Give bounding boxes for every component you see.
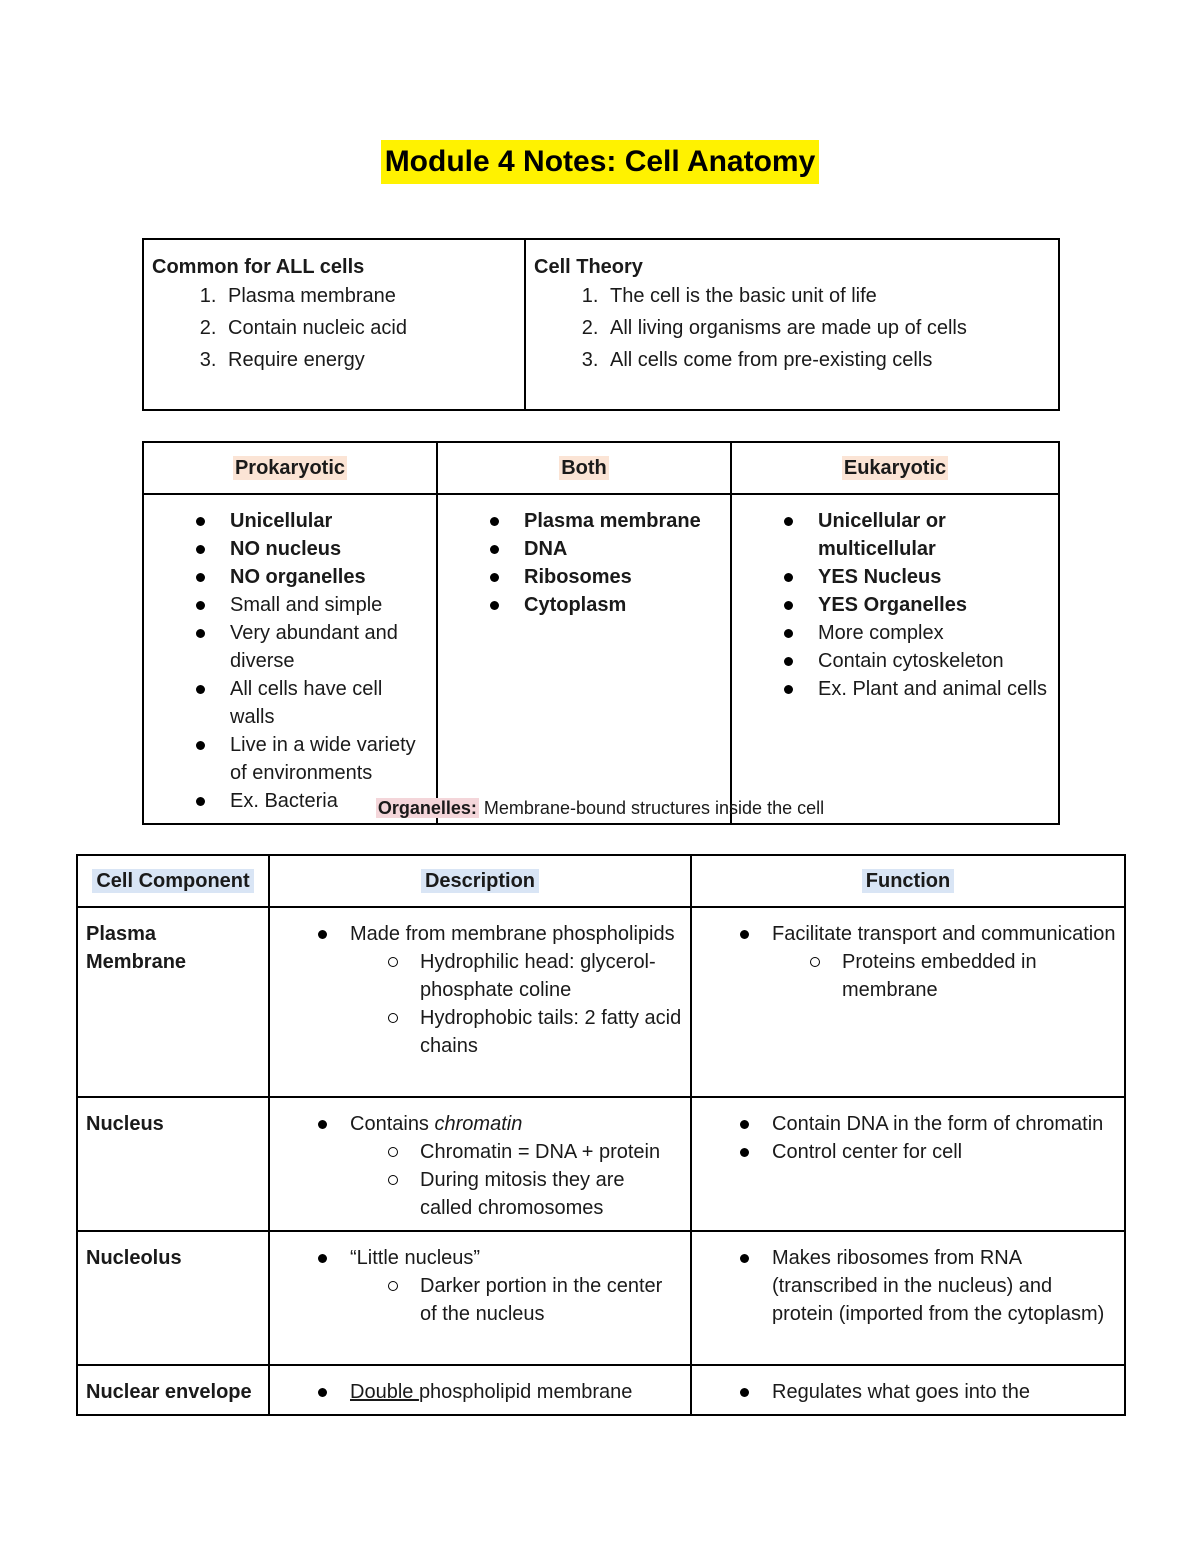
organelles-text: Membrane-bound structures inside the cell bbox=[478, 798, 825, 818]
sub-list-item: Hydrophobic tails: 2 fatty acid chains bbox=[420, 1004, 682, 1060]
list-item: All cells have cell walls bbox=[230, 675, 428, 731]
list-item: “Little nucleus” Darker portion in the center of the nucleus bbox=[350, 1244, 682, 1328]
list-item: Regulates what goes into the bbox=[772, 1378, 1116, 1406]
list-item: YES Nucleus bbox=[818, 563, 1050, 591]
header-both: Both bbox=[437, 442, 731, 494]
title-wrap bbox=[0, 140, 1200, 184]
component-name: Plasma Membrane bbox=[77, 907, 269, 1097]
eukaryotic-list bbox=[740, 507, 1050, 703]
table-row bbox=[77, 907, 1125, 1097]
header-function: Function bbox=[691, 855, 1125, 907]
list-item: Very abundant and diverse bbox=[230, 619, 428, 675]
list-item: Unicellular or multicellular bbox=[818, 507, 1050, 563]
organelles-definition bbox=[0, 796, 1200, 820]
list-item: Contain cytoskeleton bbox=[818, 647, 1050, 675]
function-cell bbox=[691, 1097, 1125, 1231]
component-name: Nucleolus bbox=[77, 1231, 269, 1365]
sub-list-item: Chromatin = DNA + protein bbox=[420, 1138, 682, 1166]
list-item: More complex bbox=[818, 619, 1050, 647]
common-heading: Common for ALL cells bbox=[152, 256, 365, 278]
common-list bbox=[152, 280, 516, 376]
list-item: NO organelles bbox=[230, 563, 428, 591]
header-component: Cell Component bbox=[77, 855, 269, 907]
description-cell bbox=[269, 1231, 691, 1365]
theory-heading: Cell Theory bbox=[534, 256, 643, 278]
component-name: Nucleus bbox=[77, 1097, 269, 1231]
list-item: 1. Plasma membrane bbox=[222, 280, 516, 312]
common-cell bbox=[143, 239, 525, 410]
list-item: Unicellular bbox=[230, 507, 428, 535]
sub-list-item: During mitosis they are called chromosomes bbox=[420, 1166, 682, 1222]
list-item: Ex. Plant and animal cells bbox=[818, 675, 1050, 703]
list-item: Facilitate transport and communication Proteins embedded in membrane bbox=[772, 920, 1116, 1004]
sub-list-item: Hydrophilic head: glycerol-phosphate coline bbox=[420, 948, 682, 1004]
table-row bbox=[77, 1231, 1125, 1365]
sub-list-item: Proteins embedded in membrane bbox=[842, 948, 1116, 1004]
table-row bbox=[77, 1097, 1125, 1231]
comparison-table bbox=[142, 441, 1060, 825]
list-item: Ex. Bacteria bbox=[230, 787, 428, 815]
both-cell bbox=[437, 494, 731, 824]
list-item: Makes ribosomes from RNA (transcribed in the nucleus) and protein (imported from the cytoplasm) bbox=[772, 1244, 1116, 1328]
theory-list bbox=[534, 280, 1050, 376]
eukaryotic-cell bbox=[731, 494, 1059, 824]
sub-list-item: Darker portion in the center of the nucleus bbox=[420, 1272, 682, 1328]
page-title: Module 4 Notes: Cell Anatomy bbox=[381, 140, 820, 184]
list-item: Control center for cell bbox=[772, 1138, 1116, 1166]
list-item: DNA bbox=[524, 535, 722, 563]
list-item: Double phospholipid membrane bbox=[350, 1378, 682, 1406]
function-cell bbox=[691, 1365, 1125, 1415]
list-item: 1. The cell is the basic unit of life bbox=[604, 280, 1050, 312]
list-item: YES Organelles bbox=[818, 591, 1050, 619]
theory-cell bbox=[525, 239, 1059, 410]
list-item: Plasma membrane bbox=[524, 507, 722, 535]
list-item: 2. Contain nucleic acid bbox=[222, 312, 516, 344]
header-description: Description bbox=[269, 855, 691, 907]
list-item: Small and simple bbox=[230, 591, 428, 619]
organelles-term: Organelles: bbox=[377, 798, 477, 818]
both-list bbox=[446, 507, 722, 619]
description-cell bbox=[269, 907, 691, 1097]
cell-component-table bbox=[76, 854, 1126, 1416]
list-item: NO nucleus bbox=[230, 535, 428, 563]
list-item: Cytoplasm bbox=[524, 591, 722, 619]
list-item: 3. All cells come from pre-existing cells bbox=[604, 344, 1050, 376]
list-item: 3. Require energy bbox=[222, 344, 516, 376]
prokaryotic-list bbox=[152, 507, 428, 815]
description-cell bbox=[269, 1365, 691, 1415]
prokaryotic-cell bbox=[143, 494, 437, 824]
list-item: Made from membrane phospholipids Hydrophilic head: glycerol-phosphate coline Hydrophobic tails: 2 fatty acid chains bbox=[350, 920, 682, 1060]
list-item: Live in a wide variety of environments bbox=[230, 731, 428, 787]
table-row bbox=[77, 1365, 1125, 1415]
function-cell bbox=[691, 1231, 1125, 1365]
description-cell bbox=[269, 1097, 691, 1231]
list-item: Contain DNA in the form of chromatin bbox=[772, 1110, 1116, 1138]
list-item: 2. All living organisms are made up of cells bbox=[604, 312, 1050, 344]
component-name: Nuclear envelope bbox=[77, 1365, 269, 1415]
header-eukaryotic: Eukaryotic bbox=[731, 442, 1059, 494]
summary-table bbox=[142, 238, 1060, 411]
list-item: Contains chromatin Chromatin = DNA + protein During mitosis they are called chromosomes bbox=[350, 1110, 682, 1222]
function-cell bbox=[691, 907, 1125, 1097]
header-prokaryotic: Prokaryotic bbox=[143, 442, 437, 494]
list-item: Ribosomes bbox=[524, 563, 722, 591]
